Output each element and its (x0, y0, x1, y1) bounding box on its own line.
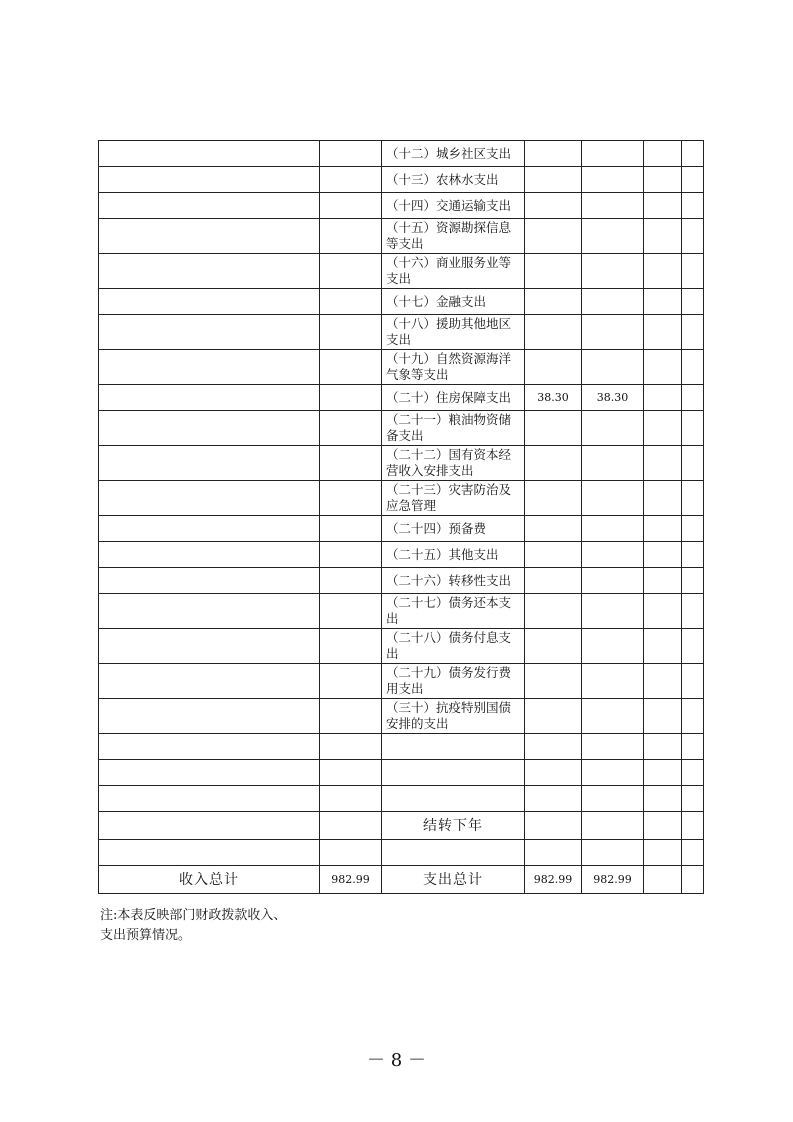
income-item-cell (99, 516, 320, 542)
page-number: － 8 － (367, 1050, 426, 1071)
carryover-label: 结转下年 (382, 812, 525, 840)
table-row (99, 193, 704, 219)
income-amount-cell (320, 760, 382, 786)
expense-general-cell (582, 219, 644, 254)
expense-general-cell (582, 516, 644, 542)
expense-item-cell: （十四）交通运输支出 (382, 193, 525, 219)
expense-fund-cell (644, 385, 682, 411)
expense-fund-cell (644, 315, 682, 350)
income-item-cell (99, 699, 320, 734)
expense-amount-cell (525, 699, 582, 734)
income-amount-cell (320, 516, 382, 542)
income-item-cell (99, 219, 320, 254)
income-amount-cell (320, 219, 382, 254)
expense-other-cell (682, 141, 704, 167)
expense-item-cell: （二十五）其他支出 (382, 542, 525, 568)
income-item-cell (99, 411, 320, 446)
expense-general-cell (582, 289, 644, 315)
expense-amount-cell (525, 254, 582, 289)
expense-amount-cell (525, 481, 582, 516)
income-amount-cell (320, 289, 382, 315)
carryover-blank-cell (99, 812, 320, 840)
income-total-label: 收入总计 (99, 866, 320, 894)
expense-fund-cell (644, 629, 682, 664)
expense-amount-cell (525, 760, 582, 786)
expense-other-cell (682, 699, 704, 734)
expense-other-cell (682, 411, 704, 446)
expense-general-cell (582, 254, 644, 289)
income-item-cell (99, 315, 320, 350)
expense-item-cell: （十九）自然资源海洋气象等支出 (382, 350, 525, 385)
expense-amount-cell (525, 594, 582, 629)
table-row (99, 734, 704, 760)
expense-amount-cell (525, 219, 582, 254)
table-row (99, 840, 704, 866)
income-item-cell (99, 568, 320, 594)
blank-cell (644, 840, 682, 866)
income-amount-cell (320, 446, 382, 481)
expense-item-cell (382, 760, 525, 786)
table-row (99, 786, 704, 812)
expense-general-cell (582, 760, 644, 786)
expense-general-cell (582, 193, 644, 219)
expense-other-cell (682, 734, 704, 760)
expense-item-cell: （二十二）国有资本经营收入安排支出 (382, 446, 525, 481)
expense-fund-cell (644, 568, 682, 594)
expense-fund-cell (644, 481, 682, 516)
blank-cell (320, 840, 382, 866)
blank-cell (644, 866, 682, 894)
expense-general-cell (582, 786, 644, 812)
income-amount-cell (320, 385, 382, 411)
budget-table (98, 140, 704, 894)
table-row (99, 289, 704, 315)
expense-amount-cell (525, 289, 582, 315)
expense-fund-cell (644, 542, 682, 568)
expense-other-cell (682, 760, 704, 786)
income-amount-cell (320, 734, 382, 760)
expense-item-cell: （十六）商业服务业等支出 (382, 254, 525, 289)
expense-fund-cell (644, 786, 682, 812)
expense-amount-cell (525, 411, 582, 446)
table-row (99, 664, 704, 699)
expense-other-cell (682, 315, 704, 350)
expense-fund-cell (644, 664, 682, 699)
blank-cell (382, 840, 525, 866)
expense-item-cell (382, 786, 525, 812)
table-row (99, 516, 704, 542)
expense-general-cell (582, 594, 644, 629)
expense-item-cell (382, 734, 525, 760)
expense-fund-cell (644, 411, 682, 446)
carryover-blank-cell (525, 812, 582, 840)
expense-general-cell (582, 411, 644, 446)
income-amount-cell (320, 481, 382, 516)
expense-other-cell (682, 350, 704, 385)
table-row (99, 568, 704, 594)
blank-cell (582, 840, 644, 866)
expense-other-cell (682, 786, 704, 812)
expense-fund-cell (644, 141, 682, 167)
blank-cell (99, 840, 320, 866)
expense-amount-cell (525, 664, 582, 699)
expense-fund-cell (644, 594, 682, 629)
income-item-cell (99, 446, 320, 481)
table-row (99, 350, 704, 385)
expense-amount-cell (525, 167, 582, 193)
expense-fund-cell (644, 289, 682, 315)
expense-item-cell: （十二）城乡社区支出 (382, 141, 525, 167)
expense-item-cell: （二十八）债务付息支出 (382, 629, 525, 664)
expense-general-cell: 38.30 (582, 385, 644, 411)
expense-amount-cell (525, 350, 582, 385)
income-amount-cell (320, 568, 382, 594)
table-row (99, 219, 704, 254)
income-amount-cell (320, 664, 382, 699)
expense-fund-cell (644, 350, 682, 385)
expense-total-value: 982.99 (525, 866, 582, 894)
expense-general-cell (582, 629, 644, 664)
expense-fund-cell (644, 516, 682, 542)
expense-item-cell: （十三）农林水支出 (382, 167, 525, 193)
income-item-cell (99, 193, 320, 219)
expense-general-cell (582, 481, 644, 516)
expense-item-cell: （二十七）债务还本支出 (382, 594, 525, 629)
blank-cell (525, 840, 582, 866)
expense-amount-cell (525, 516, 582, 542)
totals-row (99, 866, 704, 894)
expense-general-cell (582, 734, 644, 760)
expense-other-cell (682, 594, 704, 629)
income-item-cell (99, 167, 320, 193)
expense-other-cell (682, 664, 704, 699)
expense-fund-cell (644, 167, 682, 193)
expense-item-cell: （二十三）灾害防治及应急管理 (382, 481, 525, 516)
expense-amount-cell (525, 629, 582, 664)
expense-fund-cell (644, 446, 682, 481)
expense-amount-cell (525, 542, 582, 568)
income-item-cell (99, 289, 320, 315)
expense-total-label: 支出总计 (382, 866, 525, 894)
expense-other-cell (682, 254, 704, 289)
expense-item-cell: （十五）资源勘探信息等支出 (382, 219, 525, 254)
income-amount-cell (320, 141, 382, 167)
expense-other-cell (682, 542, 704, 568)
income-item-cell (99, 481, 320, 516)
expense-other-cell (682, 385, 704, 411)
table-row (99, 699, 704, 734)
expense-general-cell (582, 699, 644, 734)
blank-cell (682, 840, 704, 866)
expense-fund-cell (644, 254, 682, 289)
expense-other-cell (682, 289, 704, 315)
expense-other-cell (682, 167, 704, 193)
expense-fund-cell (644, 219, 682, 254)
income-amount-cell (320, 629, 382, 664)
income-amount-cell (320, 594, 382, 629)
expense-general-cell (582, 350, 644, 385)
income-amount-cell (320, 786, 382, 812)
income-item-cell (99, 350, 320, 385)
expense-amount-cell (525, 786, 582, 812)
expense-general-cell (582, 315, 644, 350)
income-amount-cell (320, 411, 382, 446)
carryover-blank-cell (582, 812, 644, 840)
income-amount-cell (320, 542, 382, 568)
table-row (99, 542, 704, 568)
note-line-1: 注:本表反映部门财政拨款收入、 (100, 908, 287, 923)
income-item-cell (99, 542, 320, 568)
expense-other-cell (682, 446, 704, 481)
income-item-cell (99, 254, 320, 289)
expense-fund-cell (644, 699, 682, 734)
expense-item-cell: （二十四）预备费 (382, 516, 525, 542)
table-row (99, 315, 704, 350)
carryover-row (99, 812, 704, 840)
income-item-cell (99, 760, 320, 786)
income-amount-cell (320, 167, 382, 193)
expense-amount-cell (525, 568, 582, 594)
expense-amount-cell: 38.30 (525, 385, 582, 411)
expense-amount-cell (525, 193, 582, 219)
income-item-cell (99, 385, 320, 411)
expense-item-cell: （十八）援助其他地区支出 (382, 315, 525, 350)
table-row (99, 385, 704, 411)
expense-item-cell: （二十一）粮油物资储备支出 (382, 411, 525, 446)
income-item-cell (99, 664, 320, 699)
income-amount-cell (320, 193, 382, 219)
expense-general-cell (582, 141, 644, 167)
expense-amount-cell (525, 315, 582, 350)
carryover-blank-cell (320, 812, 382, 840)
expense-general-cell (582, 167, 644, 193)
note-line-2: 支出预算情况。 (100, 928, 192, 943)
table-row (99, 167, 704, 193)
table-row (99, 411, 704, 446)
expense-other-cell (682, 629, 704, 664)
expense-amount-cell (525, 734, 582, 760)
expense-fund-cell (644, 734, 682, 760)
expense-other-cell (682, 516, 704, 542)
expense-amount-cell (525, 446, 582, 481)
table-row (99, 629, 704, 664)
table-row (99, 446, 704, 481)
expense-general-cell (582, 446, 644, 481)
table-row (99, 760, 704, 786)
expense-item-cell: （十七）金融支出 (382, 289, 525, 315)
income-total-value: 982.99 (320, 866, 382, 894)
carryover-blank-cell (644, 812, 682, 840)
income-amount-cell (320, 315, 382, 350)
income-item-cell (99, 594, 320, 629)
expense-item-cell: （二十六）转移性支出 (382, 568, 525, 594)
expense-item-cell: （三十）抗疫特别国债安排的支出 (382, 699, 525, 734)
expense-item-cell: （二十九）债务发行费用支出 (382, 664, 525, 699)
expense-fund-cell (644, 760, 682, 786)
expense-other-cell (682, 219, 704, 254)
income-amount-cell (320, 254, 382, 289)
budget-table-body (99, 141, 704, 894)
income-item-cell (99, 629, 320, 664)
expense-other-cell (682, 193, 704, 219)
expense-general-cell (582, 568, 644, 594)
table-row (99, 141, 704, 167)
income-amount-cell (320, 350, 382, 385)
income-item-cell (99, 786, 320, 812)
expense-fund-cell (644, 193, 682, 219)
table-row (99, 594, 704, 629)
expense-amount-cell (525, 141, 582, 167)
income-item-cell (99, 141, 320, 167)
blank-cell (682, 866, 704, 894)
table-row (99, 254, 704, 289)
expense-item-cell: （二十）住房保障支出 (382, 385, 525, 411)
expense-other-cell (682, 481, 704, 516)
income-amount-cell (320, 699, 382, 734)
expense-general-cell (582, 664, 644, 699)
table-note (100, 906, 360, 946)
expense-total-general-value: 982.99 (582, 866, 644, 894)
expense-other-cell (682, 568, 704, 594)
carryover-blank-cell (682, 812, 704, 840)
table-row (99, 481, 704, 516)
expense-general-cell (582, 542, 644, 568)
income-item-cell (99, 734, 320, 760)
